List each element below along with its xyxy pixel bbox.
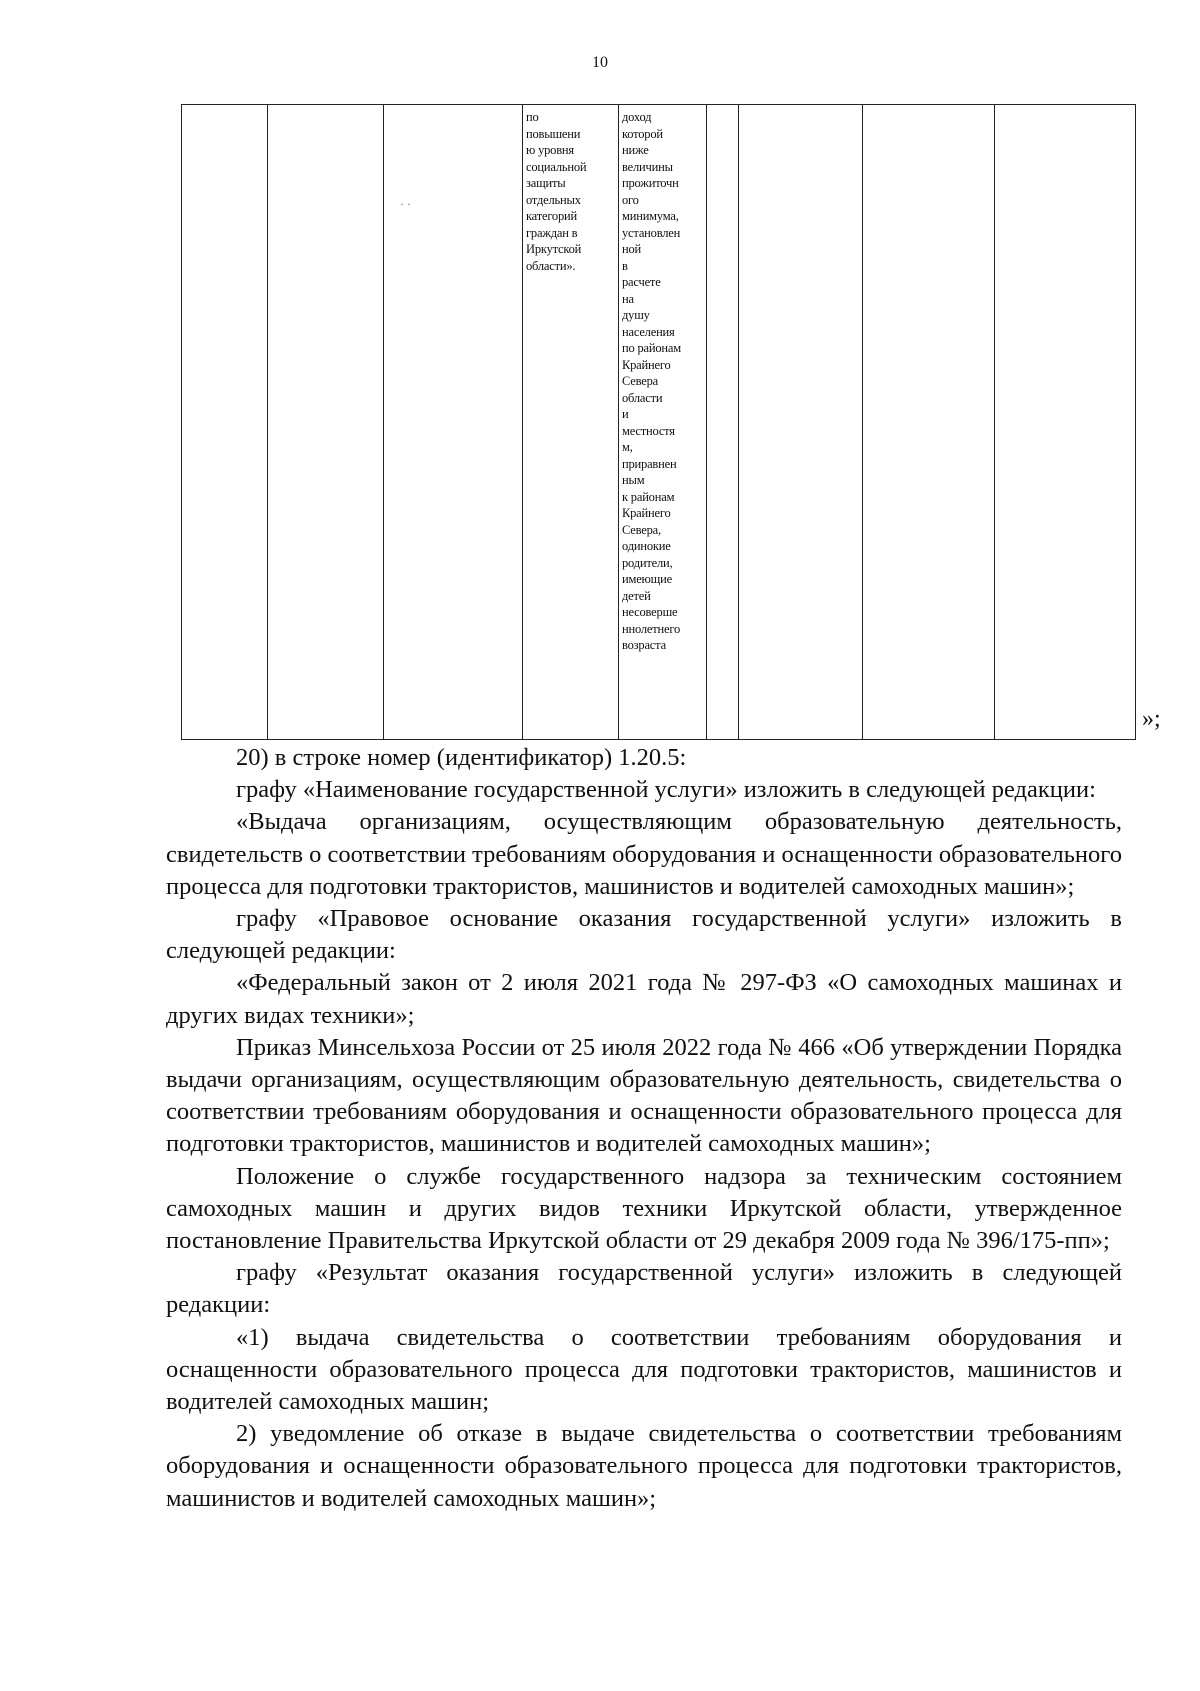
table-cell-3 [384, 105, 523, 740]
cell-4-text [523, 105, 618, 274]
cell-5-line: на [622, 291, 634, 306]
table-closing-quote: »; [1142, 706, 1161, 732]
cell-5-line: родители, [622, 555, 673, 570]
cell-5-line: по районам [622, 341, 681, 355]
cell-5-line: Крайнего [622, 506, 671, 520]
cell-4-line: категорий [526, 209, 578, 223]
cell-5-line: населения [622, 324, 675, 339]
cell-5-line: детей [622, 588, 651, 603]
table-cell-7 [739, 105, 863, 740]
paragraph-result-1: «1) выдача свидетельства о соответствии требованиям оборудования и оснащенности образовательного процесса для подготовки трактористов, машинистов и водителей самоходных машин; [166, 1323, 1122, 1416]
cell-4-line: повышени [526, 126, 581, 141]
cell-5-line: Севера, [622, 522, 661, 537]
cell-mark: · · [400, 197, 411, 211]
paragraph-name-text: «Выдача организациям, осуществляющим образовательную деятельность, свидетельств о соответствии требованиям оборудования и оснащенности образовательного процесса для подготовки трактористов, машинистов и водителей самоходных машин»; [166, 808, 1122, 900]
cell-4-line: социальной [526, 159, 587, 174]
paragraph-name-column: графу «Наименование государственной услуги» изложить в следующей редакции: [236, 776, 1096, 804]
cell-5-line: области [622, 390, 663, 405]
paragraph-result-2: 2) уведомление об отказе в выдаче свидетельства о соответствии требованиям оборудования и оснащенности образовательного процесса для подготовки трактористов, машинистов и водителей самоходных машин»; [166, 1420, 1122, 1512]
cell-4-line: граждан в [526, 225, 578, 240]
table-cell-4 [523, 105, 619, 740]
cell-4-line: ю уровня [526, 143, 574, 157]
table-cell-8 [863, 105, 995, 740]
cell-5-line: приравнен [622, 456, 677, 471]
table-cell-9 [995, 105, 1136, 740]
cell-5-line: ниже [622, 143, 649, 157]
cell-5-line: ннолетнего [622, 621, 681, 636]
cell-4-line: защиты [526, 176, 566, 190]
cell-5-line: одинокие [622, 539, 671, 553]
cell-5-text [619, 105, 706, 654]
page-number: 10 [592, 54, 608, 71]
paragraph-result-column: графу «Результат оказания государственной услуги» изложить в следующей редакции: [166, 1259, 1122, 1319]
paragraph-regulation: Положение о службе государственного надзора за техническим состоянием самоходных машин и других видов техники Иркутской области, утвержденное постановление Правительства Иркутской области от 29 декабря 2009 года № 396/175-пп»; [166, 1162, 1122, 1255]
cell-5-line: имеющие [622, 572, 672, 586]
paragraph-ministry-order: Приказ Минсельхоза России от 25 июля 2022 года № 466 «Об утверждении Порядка выдачи организациям, осуществляющим образовательную деятельность, свидетельства о соответствии требованиям оборудования и оснащенности образовательного процесса для подготовки трактористов, машинистов и водителей самоходных машин»; [166, 1033, 1122, 1158]
table-row [182, 105, 1136, 740]
cell-5-line: величины [622, 159, 673, 174]
cell-5-line: ого [622, 192, 639, 207]
cell-5-line: местностя [622, 423, 675, 438]
cell-5-line: возраста [622, 638, 666, 652]
table-cell-2 [268, 105, 384, 740]
cell-4-line: отдельных [526, 192, 581, 207]
cell-5-line: к районам [622, 489, 675, 504]
paragraph-federal-law: «Федеральный закон от 2 июля 2021 года № 297-ФЗ «О самоходных машинах и других видах техники»; [166, 969, 1122, 1029]
cell-5-line: м, [622, 440, 633, 454]
cell-5-line: ной [622, 242, 642, 256]
cell-5-line: Крайнего [622, 357, 671, 372]
paragraph-legal-basis-column: графу «Правовое основание оказания государственной услуги» изложить в следующей редакции: [166, 905, 1122, 965]
table-cell-1 [182, 105, 268, 740]
cell-5-line: в [622, 258, 628, 273]
cell-4-line: области». [526, 258, 576, 273]
cell-5-line: несоверше [622, 605, 678, 619]
cell-5-line: душу [622, 308, 650, 322]
continuation-table [181, 104, 1135, 740]
cell-5-line: установлен [622, 225, 681, 240]
cell-5-line: и [622, 407, 629, 421]
table-cell-5 [619, 105, 707, 740]
cell-5-line: ным [622, 473, 645, 487]
cell-5-line: которой [622, 126, 663, 141]
table-cell-6 [707, 105, 739, 740]
cell-5-line: расчете [622, 275, 661, 289]
cell-5-line: Севера [622, 374, 659, 388]
cell-4-line: Иркутской [526, 242, 582, 256]
cell-5-line: доход [622, 110, 652, 124]
document-body [166, 742, 1122, 1515]
cell-4-line: по [526, 110, 539, 124]
cell-5-line: прожиточн [622, 176, 679, 190]
paragraph-item-20: 20) в строке номер (идентификатор) 1.20.5: [236, 744, 687, 771]
cell-5-line: минимума, [622, 209, 679, 223]
